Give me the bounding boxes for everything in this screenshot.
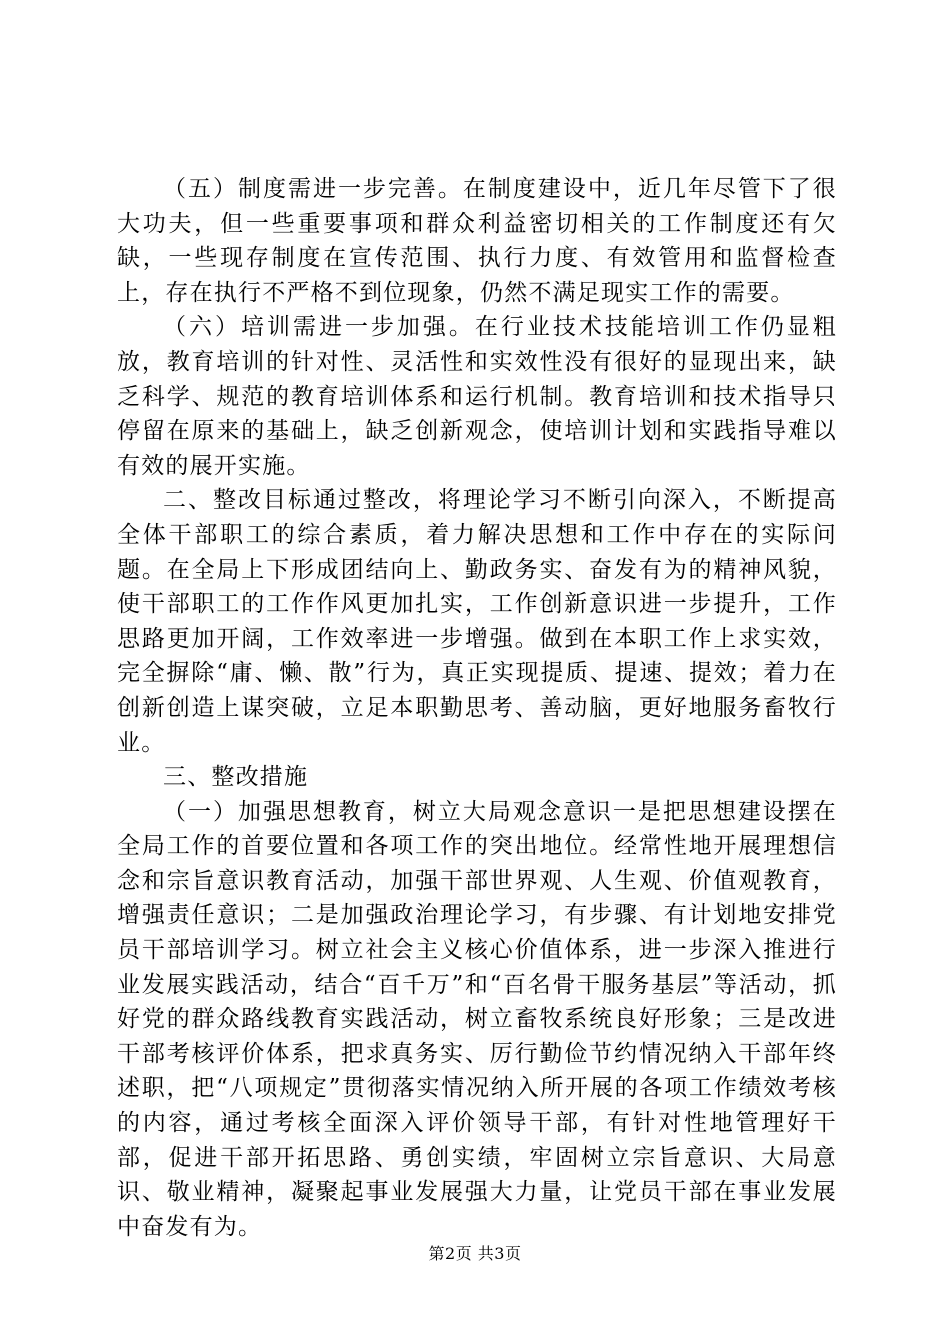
page-footer <box>0 1244 950 1264</box>
section-heading-rectification-measures: 三、整改措施 <box>163 764 309 791</box>
paragraph-system-improvement: （五）制度需进一步完善。在制度建设中，近几年尽管下了很大功夫，但一些重要事项和群众利益密切相关的工作制度还有欠缺，一些现存制度在宣传范围、执行力度、有效管用和监督检查上，存在执行不严格不到位现象，仍然不满足现实工作的需要。 <box>117 176 837 306</box>
paragraph-rectification-goals: 二、整改目标通过整改，将理论学习不断引向深入，不断提高全体干部职工的综合素质，着力解决思想和工作中存在的实际问题。在全局上下形成团结向上、勤政务实、奋发有为的精神风貌，使干部职工的工作作风更加扎实，工作创新意识进一步提升，工作思路更加开阔，工作效率进一步增强。做到在本职工作上求实效，完全摒除“庸、懒、散”行为，真正实现提质、提速、提效；着力在创新创造上谋突破，立足本职勤思考、善动脑，更好地服务畜牧行业。 <box>117 487 837 756</box>
document-body <box>117 172 837 1244</box>
page-number-label: 第2页 共3页 <box>428 1244 522 1263</box>
paragraph-training-strengthening: （六）培训需进一步加强。在行业技术技能培训工作仍显粗放，教育培训的针对性、灵活性和实效性没有很好的显现出来，缺乏科学、规范的教育培训体系和运行机制。教育培训和技术指导只停留在原来的基础上，缺乏创新观念，使培训计划和实践指导难以有效的展开实施。 <box>117 314 837 479</box>
paragraph-ideological-education: （一）加强思想教育，树立大局观念意识一是把思想建设摆在全局工作的首要位置和各项工作的突出地位。经常性地开展理想信念和宗旨意识教育活动，加强干部世界观、人生观、价值观教育，增强责任意识；二是加强政治理论学习，有步骤、有计划地安排党员干部培训学习。树立社会主义核心价值体系，进一步深入推进行业发展实践活动，结合“百千万”和“百名骨干服务基层”等活动，抓好党的群众路线教育实践活动，树立畜牧系统良好形象；三是改进干部考核评价体系，把求真务实、厉行勤俭节约情况纳入干部年终述职，把“八项规定”贯彻落实情况纳入所开展的各项工作绩效考核的内容，通过考核全面深入评价领导干部，有针对性地管理好干部，促进干部开拓思路、勇创实绩，牢固树立宗旨意识、大局意识、敬业精神，凝聚起事业发展强大力量，让党员干部在事业发展中奋发有为。 <box>117 798 837 1240</box>
